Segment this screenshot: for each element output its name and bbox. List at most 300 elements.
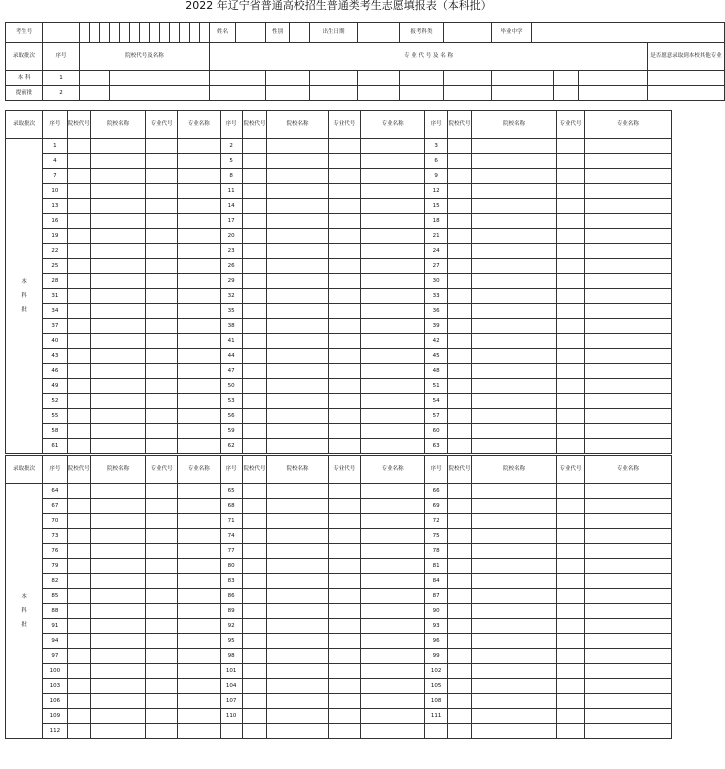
major-name-cell[interactable]	[584, 229, 671, 244]
major-name-cell[interactable]	[360, 349, 425, 364]
major-name-cell[interactable]	[360, 604, 425, 619]
major-code-cell[interactable]	[557, 334, 585, 349]
college-code-cell[interactable]	[447, 334, 471, 349]
major-code-cell[interactable]	[557, 589, 585, 604]
college-code-cell[interactable]	[242, 409, 266, 424]
major-name-cell[interactable]	[360, 664, 425, 679]
major-name-cell[interactable]	[178, 154, 220, 169]
major-name-cell[interactable]	[360, 409, 425, 424]
exam-no-cell[interactable]	[140, 23, 150, 43]
early-major-7[interactable]	[492, 71, 554, 86]
college-code-cell[interactable]	[242, 574, 266, 589]
college-code-cell[interactable]	[447, 694, 471, 709]
college-name-cell[interactable]	[267, 154, 329, 169]
college-code-cell[interactable]	[447, 199, 471, 214]
college-code-cell[interactable]	[67, 694, 90, 709]
major-name-cell[interactable]	[178, 574, 220, 589]
college-code-cell[interactable]	[242, 394, 266, 409]
college-code-cell[interactable]	[447, 259, 471, 274]
college-code-cell[interactable]	[242, 664, 266, 679]
college-name-cell[interactable]	[472, 214, 557, 229]
college-code-cell[interactable]	[242, 619, 266, 634]
major-name-cell[interactable]	[360, 304, 425, 319]
major-code-cell[interactable]	[328, 184, 360, 199]
major-code-cell[interactable]	[557, 229, 585, 244]
major-name-cell[interactable]	[360, 334, 425, 349]
college-code-cell[interactable]	[242, 499, 266, 514]
major-code-cell[interactable]	[557, 619, 585, 634]
major-name-cell[interactable]	[584, 259, 671, 274]
college-name-cell[interactable]	[90, 274, 145, 289]
major-name-cell[interactable]	[178, 334, 220, 349]
college-code-cell[interactable]	[67, 664, 90, 679]
college-code-cell[interactable]	[67, 289, 90, 304]
birthday-field[interactable]	[358, 23, 400, 43]
college-code-cell[interactable]	[67, 619, 90, 634]
major-name-cell[interactable]	[178, 694, 220, 709]
college-name-cell[interactable]	[472, 334, 557, 349]
college-name-cell[interactable]	[267, 649, 329, 664]
college-code-cell[interactable]	[242, 379, 266, 394]
college-code-cell[interactable]	[242, 199, 266, 214]
major-code-cell[interactable]	[146, 499, 178, 514]
college-code-cell[interactable]	[447, 364, 471, 379]
college-name-cell[interactable]	[472, 304, 557, 319]
college-code-cell[interactable]	[67, 394, 90, 409]
major-code-cell[interactable]	[146, 184, 178, 199]
major-code-cell[interactable]	[328, 244, 360, 259]
college-name-cell[interactable]	[90, 664, 145, 679]
college-code-cell[interactable]	[242, 139, 266, 154]
college-code-cell[interactable]	[67, 304, 90, 319]
college-name-cell[interactable]	[267, 184, 329, 199]
major-name-cell[interactable]	[360, 634, 425, 649]
college-name-cell[interactable]	[90, 199, 145, 214]
college-name-cell[interactable]	[267, 364, 329, 379]
major-code-cell[interactable]	[557, 634, 585, 649]
major-name-cell[interactable]	[584, 379, 671, 394]
major-code-cell[interactable]	[146, 139, 178, 154]
major-name-cell[interactable]	[360, 589, 425, 604]
early-major-4[interactable]	[358, 71, 400, 86]
major-name-cell[interactable]	[178, 424, 220, 439]
college-code-cell[interactable]	[242, 559, 266, 574]
major-name-cell[interactable]	[360, 289, 425, 304]
major-code-cell[interactable]	[557, 604, 585, 619]
college-name-cell[interactable]	[90, 559, 145, 574]
early-major-7[interactable]	[492, 86, 554, 101]
major-code-cell[interactable]	[146, 724, 178, 739]
major-name-cell[interactable]	[584, 664, 671, 679]
exam-no-cell[interactable]	[110, 23, 120, 43]
college-code-cell[interactable]	[242, 229, 266, 244]
major-code-cell[interactable]	[557, 259, 585, 274]
major-name-cell[interactable]	[584, 139, 671, 154]
major-name-cell[interactable]	[360, 649, 425, 664]
major-code-cell[interactable]	[146, 304, 178, 319]
major-name-cell[interactable]	[178, 394, 220, 409]
college-name-cell[interactable]	[267, 289, 329, 304]
college-code-cell[interactable]	[447, 514, 471, 529]
major-name-cell[interactable]	[360, 214, 425, 229]
major-name-cell[interactable]	[584, 574, 671, 589]
college-code-cell[interactable]	[242, 424, 266, 439]
major-code-cell[interactable]	[557, 319, 585, 334]
exam-no-cell[interactable]	[150, 23, 160, 43]
major-name-cell[interactable]	[584, 514, 671, 529]
major-name-cell[interactable]	[360, 139, 425, 154]
college-code-cell[interactable]	[67, 169, 90, 184]
major-name-cell[interactable]	[178, 619, 220, 634]
college-name-cell[interactable]	[472, 139, 557, 154]
major-name-cell[interactable]	[178, 544, 220, 559]
college-code-cell[interactable]	[67, 439, 90, 454]
college-code-cell[interactable]	[67, 589, 90, 604]
college-name-cell[interactable]	[90, 724, 145, 739]
major-code-cell[interactable]	[328, 559, 360, 574]
major-code-cell[interactable]	[557, 499, 585, 514]
major-name-cell[interactable]	[584, 334, 671, 349]
college-name-cell[interactable]	[90, 184, 145, 199]
major-code-cell[interactable]	[557, 439, 585, 454]
college-name-cell[interactable]	[472, 529, 557, 544]
major-name-cell[interactable]	[178, 634, 220, 649]
exam-no-cell[interactable]	[200, 23, 210, 43]
major-code-cell[interactable]	[146, 634, 178, 649]
college-code-cell[interactable]	[67, 604, 90, 619]
college-name-cell[interactable]	[90, 574, 145, 589]
college-name-cell[interactable]	[472, 439, 557, 454]
major-name-cell[interactable]	[360, 619, 425, 634]
major-code-cell[interactable]	[146, 709, 178, 724]
college-code-cell[interactable]	[67, 484, 90, 499]
early-major-3[interactable]	[310, 71, 358, 86]
major-code-cell[interactable]	[328, 694, 360, 709]
major-code-cell[interactable]	[146, 334, 178, 349]
major-code-cell[interactable]	[557, 484, 585, 499]
major-code-cell[interactable]	[328, 424, 360, 439]
major-code-cell[interactable]	[557, 664, 585, 679]
college-name-cell[interactable]	[472, 649, 557, 664]
major-code-cell[interactable]	[557, 169, 585, 184]
college-code-cell[interactable]	[447, 604, 471, 619]
college-name-cell[interactable]	[267, 679, 329, 694]
college-name-cell[interactable]	[472, 694, 557, 709]
exam-no-cell[interactable]	[100, 23, 110, 43]
college-name-cell[interactable]	[90, 289, 145, 304]
college-code-cell[interactable]	[447, 244, 471, 259]
college-code-cell[interactable]	[67, 244, 90, 259]
college-code-cell[interactable]	[242, 349, 266, 364]
college-name-cell[interactable]	[267, 709, 329, 724]
college-name-cell[interactable]	[472, 319, 557, 334]
major-name-cell[interactable]	[360, 559, 425, 574]
college-name-cell[interactable]	[472, 259, 557, 274]
college-name-cell[interactable]	[472, 199, 557, 214]
college-name-cell[interactable]	[90, 619, 145, 634]
major-name-cell[interactable]	[584, 184, 671, 199]
major-code-cell[interactable]	[328, 259, 360, 274]
exam-no-cell[interactable]	[80, 23, 90, 43]
college-name-cell[interactable]	[472, 499, 557, 514]
major-code-cell[interactable]	[146, 514, 178, 529]
college-code-cell[interactable]	[447, 559, 471, 574]
exam-no-cell[interactable]	[43, 23, 80, 43]
college-code-cell[interactable]	[447, 679, 471, 694]
college-code-cell[interactable]	[67, 349, 90, 364]
college-code-cell[interactable]	[242, 334, 266, 349]
major-name-cell[interactable]	[584, 724, 671, 739]
major-name-cell[interactable]	[584, 169, 671, 184]
major-code-cell[interactable]	[146, 409, 178, 424]
college-name-cell[interactable]	[472, 379, 557, 394]
college-name-cell[interactable]	[472, 409, 557, 424]
major-code-cell[interactable]	[557, 559, 585, 574]
college-name-cell[interactable]	[90, 424, 145, 439]
college-code-cell[interactable]	[67, 379, 90, 394]
major-code-cell[interactable]	[146, 649, 178, 664]
major-code-cell[interactable]	[146, 364, 178, 379]
college-code-cell[interactable]	[67, 649, 90, 664]
college-name-cell[interactable]	[472, 364, 557, 379]
major-name-cell[interactable]	[178, 244, 220, 259]
college-name-cell[interactable]	[267, 274, 329, 289]
college-name-cell[interactable]	[90, 169, 145, 184]
college-code-cell[interactable]	[67, 574, 90, 589]
college-name-cell[interactable]	[90, 304, 145, 319]
college-code-cell[interactable]	[67, 139, 90, 154]
college-name-cell[interactable]	[267, 439, 329, 454]
major-name-cell[interactable]	[178, 229, 220, 244]
college-name-cell[interactable]	[472, 724, 557, 739]
college-code-cell[interactable]	[447, 424, 471, 439]
college-code-cell[interactable]	[242, 259, 266, 274]
major-code-cell[interactable]	[557, 289, 585, 304]
major-name-cell[interactable]	[178, 709, 220, 724]
major-name-cell[interactable]	[360, 709, 425, 724]
major-code-cell[interactable]	[328, 139, 360, 154]
college-name-cell[interactable]	[90, 394, 145, 409]
college-name-cell[interactable]	[90, 319, 145, 334]
major-name-cell[interactable]	[584, 619, 671, 634]
major-code-cell[interactable]	[328, 709, 360, 724]
major-code-cell[interactable]	[146, 394, 178, 409]
college-name-cell[interactable]	[267, 169, 329, 184]
major-name-cell[interactable]	[584, 214, 671, 229]
college-code-cell[interactable]	[447, 394, 471, 409]
college-code-cell[interactable]	[67, 514, 90, 529]
major-name-cell[interactable]	[178, 169, 220, 184]
college-name-cell[interactable]	[267, 244, 329, 259]
early-major-5[interactable]	[400, 71, 444, 86]
major-name-cell[interactable]	[360, 169, 425, 184]
major-code-cell[interactable]	[328, 394, 360, 409]
college-code-cell[interactable]	[447, 664, 471, 679]
college-code-cell[interactable]	[67, 634, 90, 649]
major-name-cell[interactable]	[360, 724, 425, 739]
major-name-cell[interactable]	[584, 274, 671, 289]
major-code-cell[interactable]	[328, 619, 360, 634]
college-name-cell[interactable]	[267, 664, 329, 679]
major-code-cell[interactable]	[557, 424, 585, 439]
major-name-cell[interactable]	[584, 199, 671, 214]
college-name-cell[interactable]	[90, 634, 145, 649]
college-name-cell[interactable]	[267, 319, 329, 334]
college-code-cell[interactable]	[67, 529, 90, 544]
major-code-cell[interactable]	[328, 334, 360, 349]
college-name-cell[interactable]	[267, 544, 329, 559]
major-code-cell[interactable]	[328, 484, 360, 499]
major-code-cell[interactable]	[146, 259, 178, 274]
college-name-cell[interactable]	[472, 229, 557, 244]
college-code-cell[interactable]	[447, 349, 471, 364]
major-code-cell[interactable]	[146, 274, 178, 289]
major-name-cell[interactable]	[584, 154, 671, 169]
early-major-1[interactable]	[210, 71, 266, 86]
major-code-cell[interactable]	[557, 139, 585, 154]
college-code-cell[interactable]	[242, 529, 266, 544]
college-name-cell[interactable]	[472, 544, 557, 559]
college-code-cell[interactable]	[242, 214, 266, 229]
college-code-cell[interactable]	[242, 484, 266, 499]
college-name-cell[interactable]	[90, 529, 145, 544]
college-code-cell[interactable]	[447, 634, 471, 649]
school-field[interactable]	[532, 23, 725, 43]
college-code-cell[interactable]	[447, 709, 471, 724]
college-name-cell[interactable]	[267, 574, 329, 589]
college-name-cell[interactable]	[472, 514, 557, 529]
college-name-cell[interactable]	[90, 409, 145, 424]
major-name-cell[interactable]	[178, 664, 220, 679]
major-name-cell[interactable]	[584, 694, 671, 709]
major-code-cell[interactable]	[557, 529, 585, 544]
major-name-cell[interactable]	[360, 424, 425, 439]
major-code-cell[interactable]	[557, 364, 585, 379]
major-code-cell[interactable]	[328, 199, 360, 214]
major-name-cell[interactable]	[584, 394, 671, 409]
college-name-cell[interactable]	[267, 139, 329, 154]
major-name-cell[interactable]	[584, 409, 671, 424]
college-name-cell[interactable]	[472, 679, 557, 694]
college-name-cell[interactable]	[90, 244, 145, 259]
college-name-cell[interactable]	[90, 649, 145, 664]
major-code-cell[interactable]	[557, 514, 585, 529]
college-name-cell[interactable]	[90, 589, 145, 604]
major-code-cell[interactable]	[328, 289, 360, 304]
major-code-cell[interactable]	[557, 709, 585, 724]
college-name-cell[interactable]	[267, 229, 329, 244]
major-code-cell[interactable]	[557, 274, 585, 289]
college-name-cell[interactable]	[267, 499, 329, 514]
exam-no-cell[interactable]	[120, 23, 130, 43]
college-name-cell[interactable]	[267, 694, 329, 709]
major-name-cell[interactable]	[178, 379, 220, 394]
major-name-cell[interactable]	[178, 439, 220, 454]
exam-no-cell[interactable]	[190, 23, 200, 43]
major-code-cell[interactable]	[557, 184, 585, 199]
major-name-cell[interactable]	[178, 559, 220, 574]
major-name-cell[interactable]	[360, 244, 425, 259]
major-code-cell[interactable]	[557, 679, 585, 694]
major-name-cell[interactable]	[584, 679, 671, 694]
major-name-cell[interactable]	[178, 289, 220, 304]
college-code-cell[interactable]	[242, 724, 266, 739]
major-code-cell[interactable]	[146, 379, 178, 394]
exam-no-cell[interactable]	[130, 23, 140, 43]
major-name-cell[interactable]	[584, 319, 671, 334]
college-code-cell[interactable]	[67, 334, 90, 349]
major-name-cell[interactable]	[584, 349, 671, 364]
major-code-cell[interactable]	[328, 229, 360, 244]
college-code-cell[interactable]	[242, 184, 266, 199]
major-code-cell[interactable]	[328, 649, 360, 664]
college-name-cell[interactable]	[90, 364, 145, 379]
college-name-cell[interactable]	[90, 379, 145, 394]
major-name-cell[interactable]	[178, 199, 220, 214]
college-name-cell[interactable]	[267, 409, 329, 424]
major-name-cell[interactable]	[178, 649, 220, 664]
major-name-cell[interactable]	[360, 544, 425, 559]
major-code-cell[interactable]	[146, 154, 178, 169]
major-code-cell[interactable]	[557, 304, 585, 319]
college-name-cell[interactable]	[90, 709, 145, 724]
college-code-cell[interactable]	[447, 409, 471, 424]
college-name-cell[interactable]	[472, 274, 557, 289]
college-code-cell[interactable]	[67, 199, 90, 214]
major-name-cell[interactable]	[178, 184, 220, 199]
college-name-cell[interactable]	[90, 154, 145, 169]
early-college-name[interactable]	[110, 71, 210, 86]
major-name-cell[interactable]	[584, 484, 671, 499]
college-code-cell[interactable]	[447, 319, 471, 334]
college-code-cell[interactable]	[447, 439, 471, 454]
major-code-cell[interactable]	[146, 679, 178, 694]
college-code-cell[interactable]	[67, 544, 90, 559]
major-code-cell[interactable]	[146, 664, 178, 679]
college-code-cell[interactable]	[67, 259, 90, 274]
college-code-cell[interactable]	[242, 274, 266, 289]
early-major-9[interactable]	[579, 71, 648, 86]
college-name-cell[interactable]	[267, 604, 329, 619]
major-code-cell[interactable]	[146, 574, 178, 589]
college-name-cell[interactable]	[472, 169, 557, 184]
college-name-cell[interactable]	[90, 514, 145, 529]
college-name-cell[interactable]	[472, 619, 557, 634]
gender-field[interactable]	[290, 23, 310, 43]
college-code-cell[interactable]	[447, 724, 471, 739]
college-name-cell[interactable]	[267, 424, 329, 439]
major-code-cell[interactable]	[328, 499, 360, 514]
major-code-cell[interactable]	[146, 169, 178, 184]
college-name-cell[interactable]	[472, 394, 557, 409]
college-code-cell[interactable]	[242, 154, 266, 169]
college-code-cell[interactable]	[242, 319, 266, 334]
college-name-cell[interactable]	[267, 559, 329, 574]
college-code-cell[interactable]	[242, 364, 266, 379]
college-name-cell[interactable]	[267, 334, 329, 349]
college-code-cell[interactable]	[67, 319, 90, 334]
major-name-cell[interactable]	[584, 589, 671, 604]
college-name-cell[interactable]	[472, 574, 557, 589]
college-name-cell[interactable]	[267, 349, 329, 364]
college-code-cell[interactable]	[67, 154, 90, 169]
early-college-code[interactable]	[80, 71, 110, 86]
major-name-cell[interactable]	[360, 394, 425, 409]
college-code-cell[interactable]	[447, 154, 471, 169]
major-name-cell[interactable]	[584, 529, 671, 544]
major-name-cell[interactable]	[178, 319, 220, 334]
name-field[interactable]	[236, 23, 266, 43]
